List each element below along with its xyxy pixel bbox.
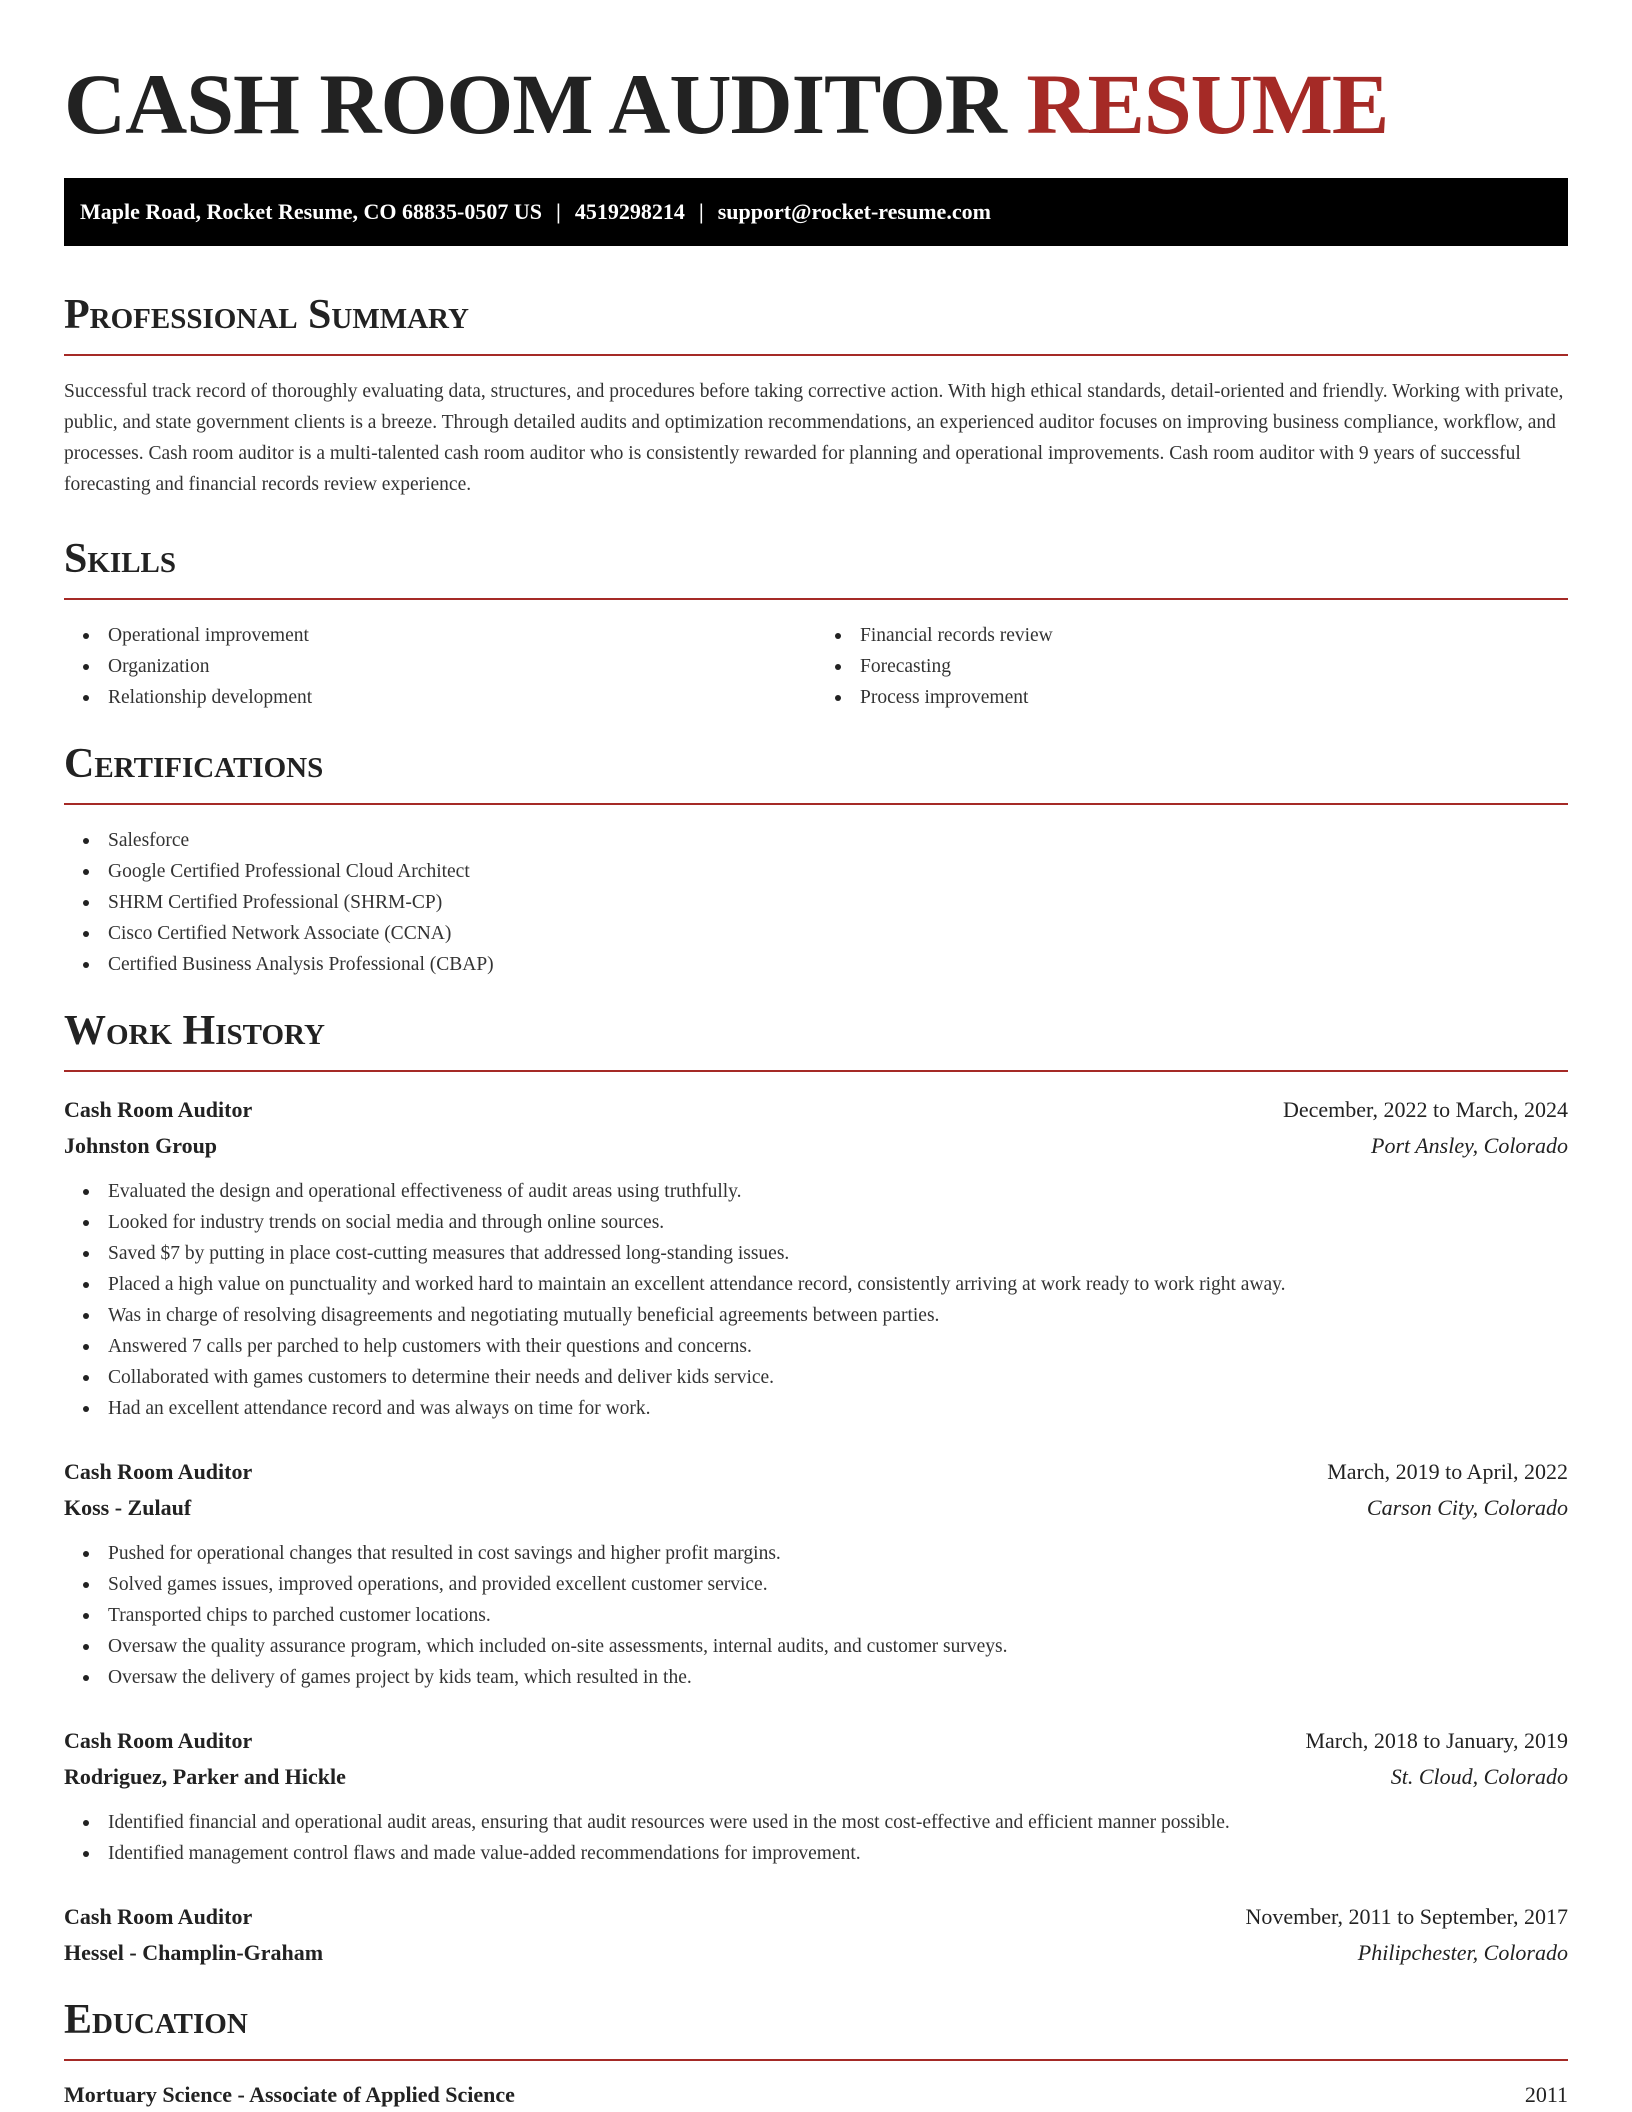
job-company-row xyxy=(64,1128,1568,1164)
job-header-row xyxy=(64,1454,1568,1490)
skill-item: Process improvement xyxy=(860,682,1568,713)
certification-item: Google Certified Professional Cloud Architect xyxy=(108,856,1568,887)
job-bullets xyxy=(64,1176,1568,1424)
job-dates: March, 2019 to April, 2022 xyxy=(1327,1459,1568,1484)
certification-item: Salesforce xyxy=(108,825,1568,856)
job-bullet: Was in charge of resolving disagreements and negotiating mutually beneficial agreements between parties. xyxy=(108,1300,1568,1331)
job-company: Rodriguez, Parker and Hickle xyxy=(64,1764,346,1789)
section-heading-certifications: Certifications xyxy=(64,741,324,787)
job-header-row xyxy=(64,1899,1568,1935)
job-entry xyxy=(64,1454,1568,1693)
section-divider xyxy=(64,803,1568,805)
education-entry xyxy=(64,2079,1568,2111)
job-location: Philipchester, Colorado xyxy=(1357,1940,1568,1965)
job-bullet: Pushed for operational changes that resulted in cost savings and higher profit margins. xyxy=(108,1538,1568,1569)
section-heading-skills: Skills xyxy=(64,536,177,582)
job-dates: December, 2022 to March, 2024 xyxy=(1282,1097,1568,1122)
section-divider xyxy=(64,598,1568,600)
job-entry xyxy=(64,1092,1568,1424)
education-degree: Mortuary Science - Associate of Applied Science xyxy=(64,2082,515,2107)
job-bullet: Placed a high value on punctuality and worked hard to maintain an excellent attendance record, consistently arriving at work ready to work right away. xyxy=(108,1269,1568,1300)
job-bullet: Transported chips to parched customer locations. xyxy=(108,1600,1568,1631)
contact-phone[interactable]: 4519298214 xyxy=(574,199,685,224)
job-header-row xyxy=(64,1092,1568,1128)
job-dates: March, 2018 to January, 2019 xyxy=(1305,1728,1568,1753)
job-company-row xyxy=(64,1490,1568,1526)
skill-item: Organization xyxy=(108,651,816,682)
skill-item: Forecasting xyxy=(860,651,1568,682)
section-heading-work-history: Work History xyxy=(64,1008,325,1054)
job-bullet: Looked for industry trends on social media and through online sources. xyxy=(108,1207,1568,1238)
contact-separator: | xyxy=(555,199,561,224)
certification-item: Certified Business Analysis Professional (CBAP) xyxy=(108,949,1568,980)
certifications-list xyxy=(64,825,1568,980)
skill-item: Operational improvement xyxy=(108,620,816,651)
job-bullet: Collaborated with games customers to determine their needs and deliver kids service. xyxy=(108,1362,1568,1393)
education-year: 2011 xyxy=(1524,2082,1568,2107)
job-bullet: Evaluated the design and operational effectiveness of audit areas using truthfully. xyxy=(108,1176,1568,1207)
title-main: CASH ROOM AUDITOR xyxy=(64,56,1006,152)
skill-item: Relationship development xyxy=(108,682,816,713)
job-location: Carson City, Colorado xyxy=(1366,1495,1568,1520)
job-company-row xyxy=(64,1759,1568,1795)
job-bullet: Oversaw the quality assurance program, which included on-site assessments, internal audits, and customer surveys. xyxy=(108,1631,1568,1662)
skill-item: Financial records review xyxy=(860,620,1568,651)
contact-email[interactable]: support@rocket-resume.com xyxy=(717,199,991,224)
job-bullet: Answered 7 calls per parched to help customers with their questions and concerns. xyxy=(108,1331,1568,1362)
job-bullet: Identified management control flaws and made value-added recommendations for improvement. xyxy=(108,1838,1568,1869)
certification-item: SHRM Certified Professional (SHRM-CP) xyxy=(108,887,1568,918)
skills-list-right xyxy=(816,620,1568,713)
certification-item: Cisco Certified Network Associate (CCNA) xyxy=(108,918,1568,949)
summary-text: Successful track record of thoroughly evaluating data, structures, and procedures before taking corrective action. With high ethical standards, detail-oriented and friendly. Working with private, public, and state government clients is a breeze. Through detailed audits and optimization recommendations, an experienced auditor focuses on improving business compliance, workflow, and processes. Cash room auditor is a multi-talented cash room auditor who is consistently rewarded for planning and operational improvements. Cash room auditor with 9 years of successful forecasting and financial records review experience. xyxy=(64,381,1564,495)
job-location: Port Ansley, Colorado xyxy=(1371,1133,1568,1158)
job-title: Cash Room Auditor xyxy=(64,1459,253,1484)
contact-separator: | xyxy=(698,199,704,224)
job-company: Johnston Group xyxy=(64,1133,218,1158)
job-title: Cash Room Auditor xyxy=(64,1097,253,1122)
section-divider xyxy=(64,1070,1568,1072)
job-bullet: Identified financial and operational audit areas, ensuring that audit resources were used in the most cost-effective and efficient manner possible. xyxy=(108,1807,1568,1838)
job-entry xyxy=(64,1723,1568,1869)
contact-bar xyxy=(64,178,1568,246)
section-divider xyxy=(64,354,1568,356)
skills-list-left xyxy=(64,620,816,713)
job-company: Hessel - Champlin-Graham xyxy=(64,1940,324,1965)
job-title: Cash Room Auditor xyxy=(64,1728,253,1753)
job-dates: November, 2011 to September, 2017 xyxy=(1245,1904,1568,1929)
job-bullet: Oversaw the delivery of games project by kids team, which resulted in the. xyxy=(108,1662,1568,1693)
job-bullet: Solved games issues, improved operations, and provided excellent customer service. xyxy=(108,1569,1568,1600)
skills-grid xyxy=(64,620,1568,713)
title-accent: RESUME xyxy=(1026,56,1389,152)
section-divider xyxy=(64,2059,1568,2061)
job-entry xyxy=(64,1899,1568,1971)
job-company-row xyxy=(64,1935,1568,1971)
job-location: St. Cloud, Colorado xyxy=(1390,1764,1568,1789)
job-title: Cash Room Auditor xyxy=(64,1904,253,1929)
job-header-row xyxy=(64,1723,1568,1759)
contact-address: Maple Road, Rocket Resume, CO 68835-0507 US xyxy=(80,199,542,224)
job-bullet: Saved $7 by putting in place cost-cutting measures that addressed long-standing issues. xyxy=(108,1238,1568,1269)
job-bullet: Had an excellent attendance record and was always on time for work. xyxy=(108,1393,1568,1424)
resume-title xyxy=(64,58,1568,150)
job-bullets xyxy=(64,1538,1568,1693)
job-bullets xyxy=(64,1807,1568,1869)
job-company: Koss - Zulauf xyxy=(64,1495,192,1520)
section-heading-summary: Professional Summary xyxy=(64,292,469,338)
section-heading-education: Education xyxy=(64,1997,248,2043)
